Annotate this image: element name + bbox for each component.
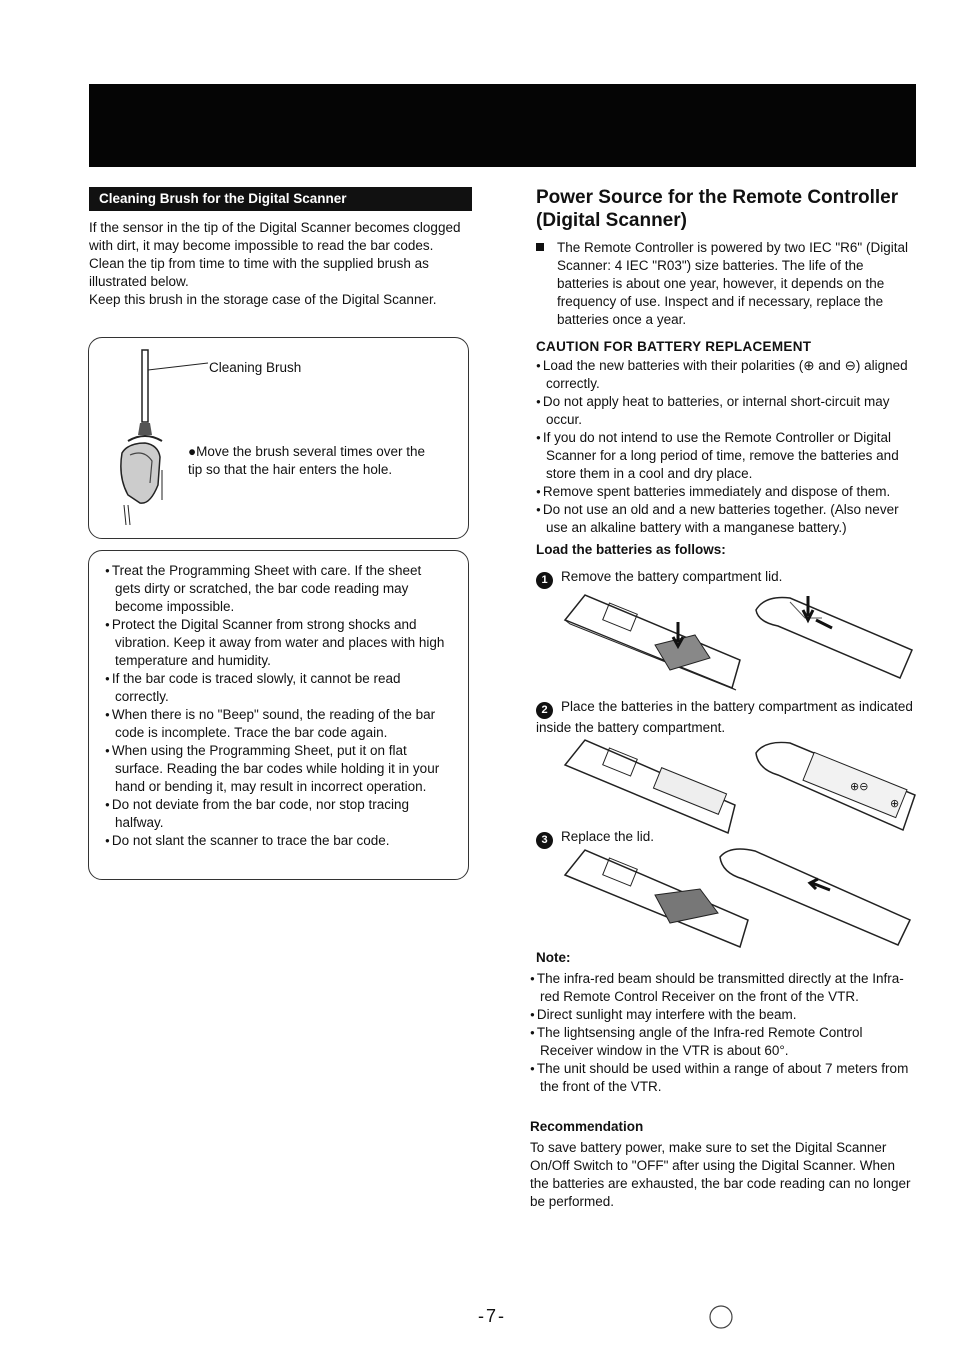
list-item: ● Treat the Programming Sheet with care. If the sheet gets dirty or scratched, the bar code reading may become impossible. xyxy=(105,562,450,616)
circle-mark-icon xyxy=(706,1302,736,1332)
list-item: ● If you do not intend to use the Remote Controller or Digital Scanner for a long period of time, remove the batteries and store them in a cool and dry place. xyxy=(536,429,916,483)
page-number: -7- xyxy=(478,1306,506,1326)
power-intro xyxy=(536,239,916,329)
svg-text:⊕: ⊕ xyxy=(890,797,900,810)
brush-illustration xyxy=(100,345,210,530)
section-title-cleaning-brush: Cleaning Brush for the Digital Scanner xyxy=(89,187,472,211)
list-item: ● Direct sunlight may interfere with the beam. xyxy=(530,1006,916,1024)
step-text: Remove the battery compartment lid. xyxy=(561,569,783,584)
replace-lid-illustration xyxy=(560,845,915,950)
handling-cautions-list xyxy=(105,562,450,850)
list-item: ● Do not apply heat to batteries, or internal short-circuit may occur. xyxy=(536,393,916,429)
header-bar xyxy=(89,84,916,167)
step-number-badge: 1 xyxy=(536,572,553,589)
list-item: ● Load the new batteries with their polarities (⊕ and ⊖) aligned correctly. xyxy=(536,357,916,393)
step-2 xyxy=(536,698,916,737)
list-item: ● If the bar code is traced slowly, it cannot be read correctly. xyxy=(105,670,450,706)
note-title: Note: xyxy=(536,950,571,965)
list-item: ● Do not deviate from the bar code, nor stop tracing halfway. xyxy=(105,796,450,832)
recommendation-text: To save battery power, make sure to set the Digital Scanner On/Off Switch to "OFF" after using the Digital Scanner. When the batteries are exhausted, the bar code reading can no longer be performed. xyxy=(530,1140,911,1209)
place-batteries-illustration xyxy=(560,735,920,840)
square-bullet-icon xyxy=(536,243,544,251)
cleaning-intro-p2: Keep this brush in the storage case of the Digital Scanner. xyxy=(89,292,437,307)
list-item: ● Protect the Digital Scanner from strong shocks and vibration. Keep it away from water and places with high temperature and humidity. xyxy=(105,616,450,670)
svg-text:⊕⊖: ⊕⊖ xyxy=(850,780,869,793)
list-item: ● The infra-red beam should be transmitted directly at the Infra-red Remote Control Receiver on the front of the VTR. xyxy=(530,970,916,1006)
cleaning-intro xyxy=(89,219,472,309)
battery-caution-list xyxy=(536,357,916,537)
list-item: ● Remove spent batteries immediately and dispose of them. xyxy=(536,483,916,501)
remove-lid-illustration xyxy=(560,590,920,692)
step-number-badge: 3 xyxy=(536,832,553,849)
list-item: ● The lightsensing angle of the Infra-red Remote Control Receiver window in the VTR is about 60°. xyxy=(530,1024,916,1060)
list-item: ● Do not slant the scanner to trace the bar code. xyxy=(105,832,450,850)
brush-note: ●Move the brush several times over the tip so that the hair enters the hole. xyxy=(188,444,426,477)
load-title: Load the batteries as follows: xyxy=(536,542,726,557)
list-item: ● The unit should be used within a range of about 7 meters from the front of the VTR. xyxy=(530,1060,916,1096)
power-intro-text: The Remote Controller is powered by two IEC "R6" (Digital Scanner: 4 IEC "R03") size batteries. The life of the batteries is about one year, however, it depends on the frequency of use. Inspect and if necessary, replace the batteries once a year. xyxy=(557,240,908,327)
note-list xyxy=(530,970,916,1096)
list-item: ● Do not use an old and a new batteries together. (Also never use an alkaline battery with a manganese battery.) xyxy=(536,501,916,537)
brush-label: Cleaning Brush xyxy=(209,360,302,375)
caution-title: CAUTION FOR BATTERY REPLACEMENT xyxy=(536,339,812,354)
step-1 xyxy=(536,568,782,589)
step-text: Replace the lid. xyxy=(561,829,655,844)
step-text: Place the batteries in the battery compartment as indicated inside the battery compartment. xyxy=(536,699,913,735)
list-item: ● When there is no "Beep" sound, the reading of the bar code is incomplete. Trace the bar code again. xyxy=(105,706,450,742)
recommendation-title: Recommendation xyxy=(530,1119,644,1134)
list-item: ● When using the Programming Sheet, put it on flat surface. Reading the bar codes while holding it in your hand or bending it, may result in incorrect operation. xyxy=(105,742,450,796)
cleaning-intro-p1: If the sensor in the tip of the Digital Scanner becomes clogged with dirt, it may become impossible to read the bar codes. Clean the tip from time to time with the supplied brush as illustrated below. xyxy=(89,220,461,289)
step-number-badge: 2 xyxy=(536,702,553,719)
page-title: Power Source for the Remote Controller (Digital Scanner) xyxy=(536,187,899,231)
